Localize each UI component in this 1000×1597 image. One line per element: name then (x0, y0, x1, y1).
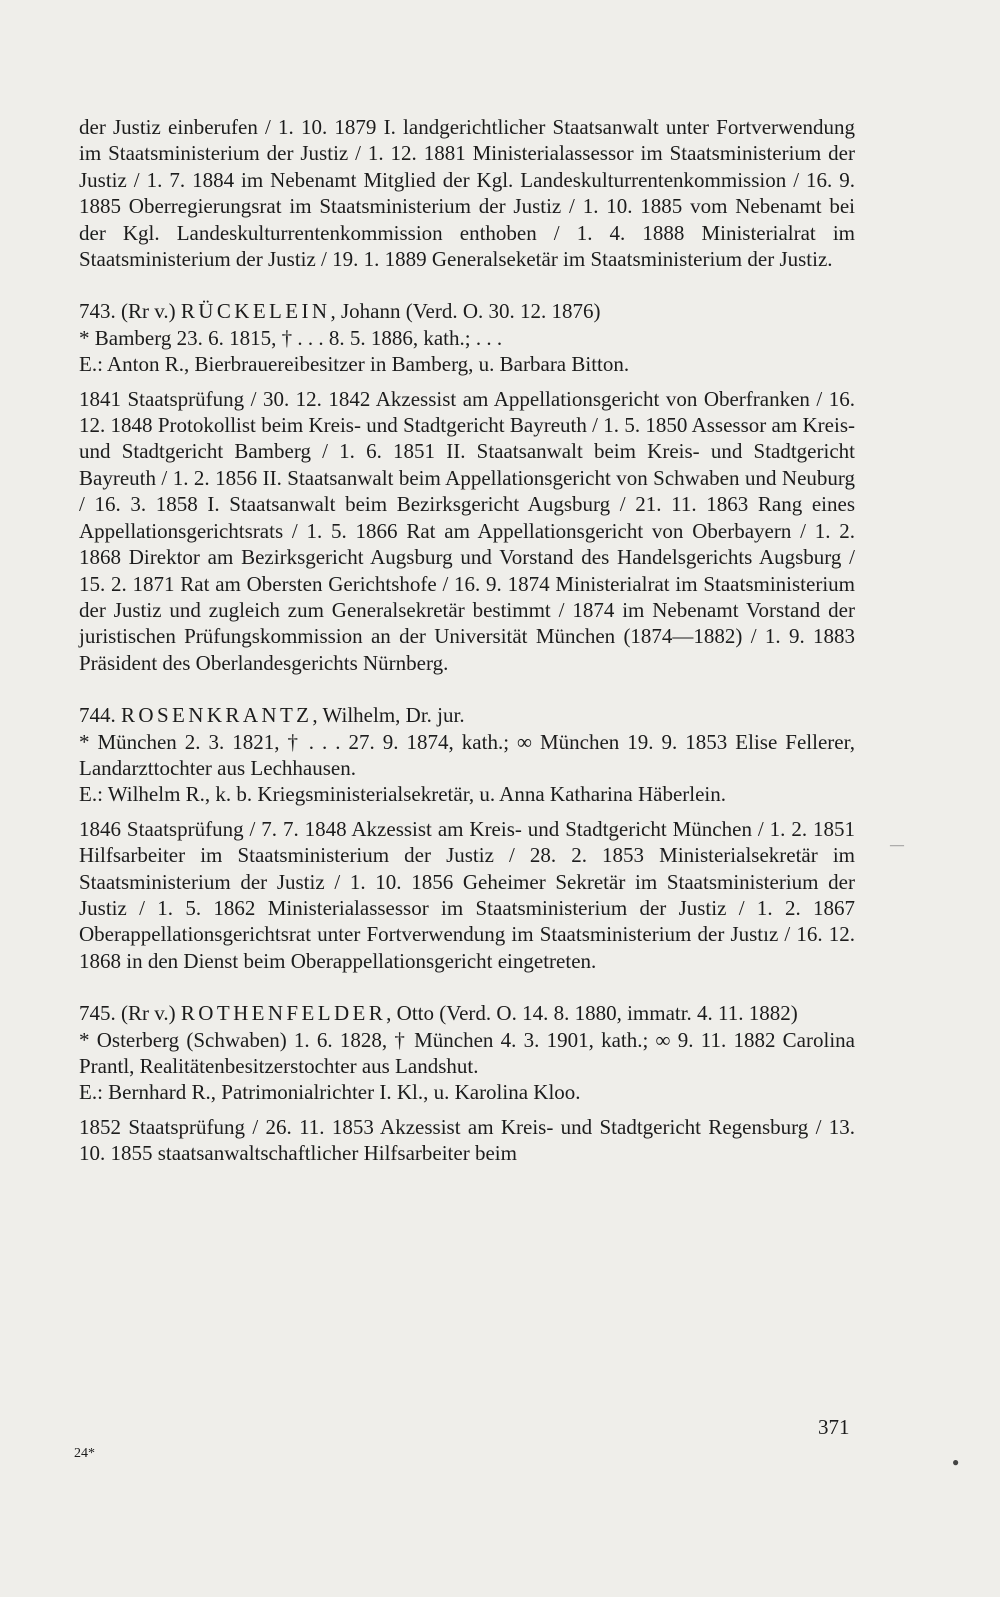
page-number: 371 (818, 1415, 850, 1439)
text-block (79, 114, 855, 1167)
entry-birth: * München 2. 3. 1821, † . . . 27. 9. 1874, kath.; ∞ München 19. 9. 1853 Elise Fellerer, Landarzttochter aus Lechhausen. (79, 729, 855, 780)
entry-prefix: (Rr v.) (121, 1001, 176, 1026)
entry-heading (79, 702, 855, 728)
entry-parents: E.: Bernhard R., Patrimonialrichter I. Kl., u. Karolina Kloo. (79, 1080, 581, 1105)
entry-career: 1846 Staatsprüfung / 7. 7. 1848 Akzessist am Kreis- und Stadtgericht München / 1. 2. 1851 Hilfsarbeiter im Staatsministerium der Justiz / 28. 2. 1853 Ministerialsekretär im Staatsministerium der Justiz / 1. 10. 1856 Geheimer Sekretär im Staatsministerium der Justiz / 1. 5. 1862 Ministerialassessor im Staatsministerium der Justiz / 1. 2. 1867 Oberappellationsgerichtsrat unter Fortverwendung im Staatsministerium der Justız / 16. 12. 1868 in den Dienst beim Oberappellationsgericht eingetreten. (79, 816, 855, 973)
entry-745 (79, 1000, 855, 1166)
intro-paragraph: der Justiz einberufen / 1. 10. 1879 I. landgerichtlicher Staatsanwalt unter Fortverwendung im Staatsministerium der Justiz / 1. 12. 1881 Ministerialassessor im Staatsministerium der Justiz / 1. 7. 1884 im Nebenamt Mitglied der Kgl. Landeskulturrentenkommission / 16. 9. 1885 Oberregierungsrat im Staatsministerium der Justiz / 1. 10. 1885 vom Nebenamt bei der Kgl. Landeskulturrentenkommission enthoben / 1. 4. 1888 Ministerialrat im Staatsministerium der Justiz / 19. 1. 1889 Generalseketär im Staatsministerium der Justiz. (79, 115, 855, 272)
signature-mark: 24* (74, 1446, 95, 1461)
entry-heading (79, 298, 855, 324)
entry-career: 1852 Staatsprüfung / 26. 11. 1853 Akzessist am Kreis- und Stadtgericht Regensburg / 13. 10. 1855 staatsanwaltschaftlicher Hilfsarbeiter beim (79, 1114, 855, 1166)
entry-prefix: (Rr v.) (121, 299, 176, 324)
margin-mark: — (890, 838, 904, 853)
entry-name-rest: , Otto (Verd. O. 14. 8. 1880, immatr. 4. 11. 1882) (386, 1001, 798, 1026)
entry-number: 743. (79, 299, 116, 324)
entry-surname: ROTHENFELDER (180, 1001, 387, 1026)
entry-743 (79, 298, 855, 676)
entry-744 (79, 702, 855, 974)
entry-birth: * Osterberg (Schwaben) 1. 6. 1828, † München 4. 3. 1901, kath.; ∞ 9. 11. 1882 Carolina Prantl, Realitätenbesitzerstochter aus Landshut. (79, 1027, 855, 1078)
entry-name-rest: , Wilhelm, Dr. jur. (312, 703, 465, 728)
margin-dot: ● (952, 1455, 960, 1469)
entry-name-rest: , Johann (Verd. O. 30. 12. 1876) (330, 299, 601, 324)
entry-birth: * Bamberg 23. 6. 1815, † . . . 8. 5. 1886, kath.; . . . (79, 325, 503, 350)
entry-number: 745. (79, 1001, 116, 1026)
entry-surname: RÜCKELEIN (180, 299, 331, 324)
entry-surname: ROSENKRANTZ (121, 703, 313, 728)
entry-number: 744. (79, 703, 116, 728)
entry-parents: E.: Anton R., Bierbrauereibesitzer in Bamberg, u. Barbara Bitton. (79, 352, 630, 377)
entry-career: 1841 Staatsprüfung / 30. 12. 1842 Akzessist am Appellationsgericht von Oberfranken / 16. 12. 1848 Protokollist beim Kreis- und Stadtgericht Bayreuth / 1. 5. 1850 Assessor am Kreis- und Stadtgericht Bamberg / 1. 6. 1851 II. Staatsanwalt beim Kreis- und Stadtgericht Bayreuth / 1. 2. 1856 II. Staatsanwalt beim Appellationsgericht von Schwaben und Neuburg / 16. 3. 1858 I. Staatsanwalt beim Bezirksgericht Augsburg / 21. 11. 1863 Rang eines Appellationsgerichtsrats / 1. 5. 1866 Rat am Appellationsgericht von Oberbayern / 1. 2. 1868 Direktor am Bezirksgericht Augsburg und Vorstand des Handelsgerichts Augsburg / 15. 2. 1871 Rat am Obersten Gerichtshofe / 16. 9. 1874 Ministerialrat im Staatsministerium der Justiz und zugleich zum Generalsekretär bestimmt / 1874 im Nebenamt Vorstand der juristischen Prüfungskommission an der Universität München (1874—1882) / 1. 9. 1883 Präsident des Oberlandesgerichts Nürnberg. (79, 386, 855, 675)
entry-heading (79, 1000, 855, 1026)
entry-parents: E.: Wilhelm R., k. b. Kriegsministerialsekretär, u. Anna Katharina Häberlein. (79, 782, 727, 807)
